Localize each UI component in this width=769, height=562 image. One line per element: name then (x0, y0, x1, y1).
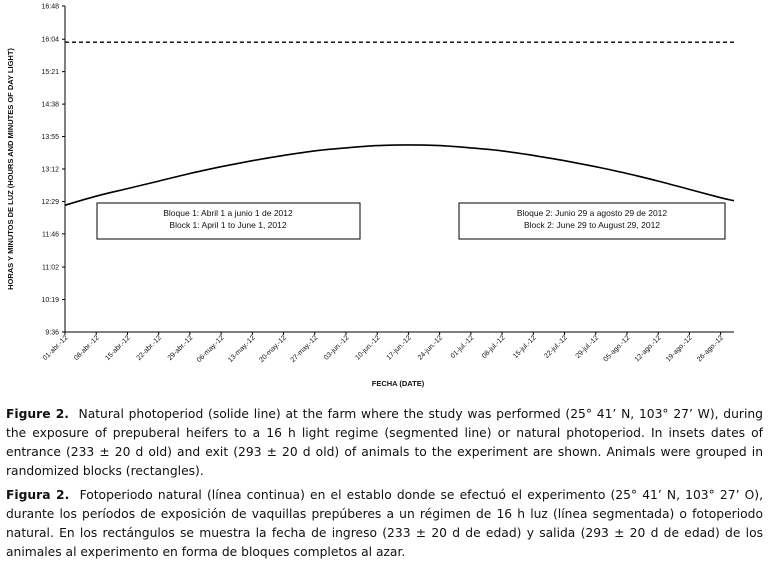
y-axis-title: HORAS Y MINUTOS DE LUZ (HOURS AND MINUTES OF DAY LIGHT) (6, 48, 15, 290)
x-tick-label: 15-abr.-12 (104, 334, 132, 362)
annotation-2-line-2: Block 2: June 29 to August 29, 2012 (523, 220, 661, 230)
annotation-1-line-2: Block 1: April 1 to June 1, 2012 (169, 220, 287, 230)
x-tick-label: 06-may.-12 (195, 334, 226, 365)
x-tick-label: 26-ago.-12 (696, 334, 726, 364)
x-ticks (41, 329, 726, 365)
x-tick-label: 29-jul.-12 (574, 334, 601, 361)
x-tick-label: 22-abr.-12 (135, 334, 164, 362)
annotation-2-line-1: Bloque 2: Junio 29 a agosto 29 de 2012 (516, 208, 668, 218)
x-tick-label: 15-jul.-12 (512, 334, 538, 361)
y-tick-label: 11:46 (42, 231, 59, 239)
x-tick-label: 13-may.-12 (227, 334, 257, 365)
y-tick-label: 11:02 (42, 264, 59, 272)
x-tick-label: 08-abr.-12 (73, 334, 101, 362)
y-tick-label: 13:12 (41, 166, 59, 174)
x-tick-label: 03-jun.-12 (323, 334, 351, 362)
y-tick-label: 9:36 (45, 329, 59, 337)
x-tick-label: 01-abr.-12 (41, 334, 70, 362)
annotation-block-1 (97, 203, 360, 239)
x-tick-label: 12-ago.-12 (633, 334, 663, 364)
caption-en-text: Natural photoperiod (solide line) at the farm where the study was performed (25° 41’ N, 103° 27’ W), during the exposure of prepuberal heifers to a 16 h light regime (segmented line) or natural photoperiod. In insets dates of entrance (233 ± 20 d old) and exit (293 ± 20 d old) of animals to the experiment are shown. Animals were grouped in randomized blocks (rectangles). (6, 407, 763, 478)
y-tick-label: 10:19 (41, 297, 59, 305)
x-tick-label: 17-jun.-12 (385, 334, 413, 362)
y-tick-label: 12:29 (41, 198, 59, 206)
x-tick-label: 08-jul.-12 (480, 334, 507, 361)
annotation-block-2 (459, 203, 725, 239)
y-ticks (41, 4, 65, 337)
x-tick-label: 10-jun.-12 (354, 334, 382, 362)
y-tick-label: 13:55 (41, 134, 59, 142)
y-tick-label: 16:48 (41, 3, 59, 11)
y-tick-label: 15:21 (41, 69, 59, 77)
caption-es-label: Figura 2. (6, 488, 70, 502)
y-tick-label: 16:04 (41, 36, 59, 44)
natural-photoperiod-line (65, 145, 734, 205)
x-tick-label: 19-ago.-12 (664, 334, 694, 364)
caption-en-label: Figure 2. (6, 407, 69, 421)
x-tick-label: 27-may.-12 (289, 334, 320, 365)
y-tick-label: 14:38 (41, 101, 59, 109)
x-tick-label: 22-jul.-12 (543, 334, 569, 361)
figure-caption-spanish (6, 486, 763, 562)
x-tick-label: 29-abr.-12 (166, 334, 195, 362)
caption-es-text: Fotoperiodo natural (línea continua) en el establo donde se efectuó el experimento (25° 41’ N, 103° 27’ O), durante los períodos de exposición de vaquillas prepúberes a un régimen de 16 h luz (línea segmentada) o fotoperiodo natural. En los rectángulos se muestra la fecha de ingreso (233 ± 20 d de edad) y salida (293 ± 20 d de edad) de los animales al experimento en forma de bloques completos al azar. (6, 488, 763, 559)
x-tick-label: 20-may.-12 (258, 334, 288, 365)
annotation-1-line-1: Bloque 1: Abril 1 a junio 1 de 2012 (163, 208, 293, 218)
x-tick-label: 05-ago.-12 (602, 334, 632, 364)
series-layer (65, 42, 734, 205)
plot-area (6, 4, 734, 389)
x-tick-label: 01-jul.-12 (449, 334, 476, 361)
x-tick-label: 24-jun.-12 (416, 334, 445, 362)
figure-caption-english (6, 405, 763, 481)
x-axis-title: FECHA (DATE) (371, 379, 425, 388)
